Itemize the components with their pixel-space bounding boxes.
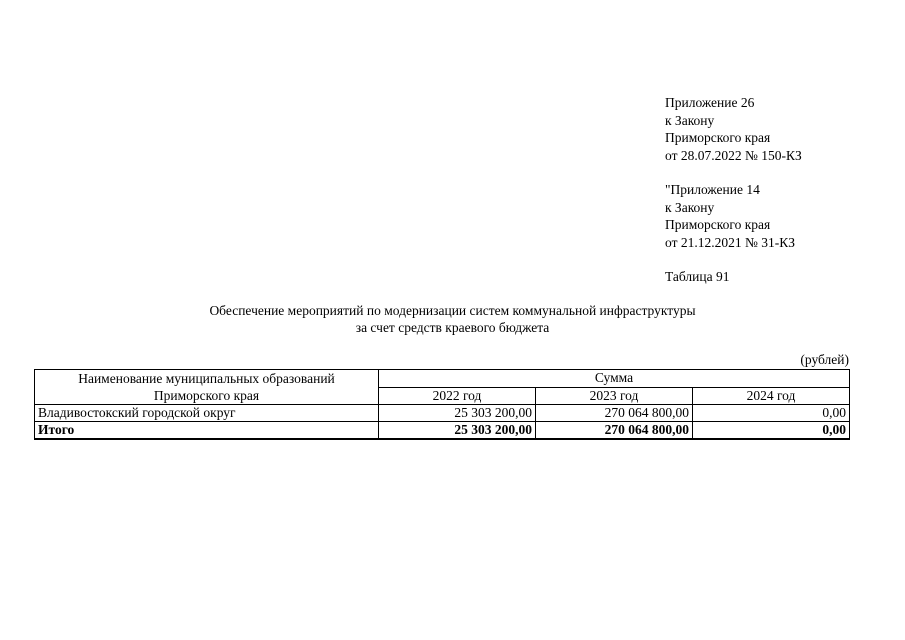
table-row <box>35 405 850 422</box>
title-line-1: Обеспечение мероприятий по модернизации систем коммунальной инфраструктуры <box>209 303 696 318</box>
appendix-line: от 21.12.2021 № 31-КЗ <box>665 234 795 250</box>
header-year-2024: 2024 год <box>693 387 850 405</box>
total-row <box>35 422 850 440</box>
budget-table <box>34 369 850 440</box>
row-value-2022: 25 303 200,00 <box>379 405 536 422</box>
row-value-2023: 270 064 800,00 <box>536 405 693 422</box>
appendix-line: от 28.07.2022 № 150-КЗ <box>665 147 802 163</box>
appendix-line: Приморского края <box>665 130 771 145</box>
total-value-2022: 25 303 200,00 <box>379 422 536 440</box>
appendix-line: "Приложение 14 <box>665 182 760 197</box>
appendix-line: Приложение 26 <box>665 95 755 110</box>
header-municipality-label: Наименование муниципальных образований Приморского края <box>78 371 335 403</box>
header-year-2022: 2022 год <box>379 387 536 405</box>
total-value-2023: 270 064 800,00 <box>536 422 693 440</box>
total-label: Итого <box>35 422 379 440</box>
row-value-2024: 0,00 <box>693 405 850 422</box>
appendix-block-original <box>665 181 802 251</box>
appendix-header <box>665 94 802 286</box>
appendix-line: Приморского края <box>665 217 771 232</box>
units-label: (рублей) <box>800 352 849 367</box>
table-number: Таблица 91 <box>665 269 730 284</box>
table-header-row <box>35 370 850 388</box>
header-sum: Сумма <box>379 370 850 388</box>
header-municipality <box>35 370 379 405</box>
total-value-2024: 0,00 <box>693 422 850 440</box>
appendix-line: к Закону <box>665 199 715 215</box>
appendix-block-current <box>665 94 802 164</box>
appendix-line: к Закону <box>665 112 715 128</box>
header-year-2023: 2023 год <box>536 387 693 405</box>
row-municipality-name: Владивостокский городской округ <box>35 405 379 422</box>
title-line-2: за счет средств краевого бюджета <box>355 320 550 335</box>
document-title <box>0 302 905 336</box>
